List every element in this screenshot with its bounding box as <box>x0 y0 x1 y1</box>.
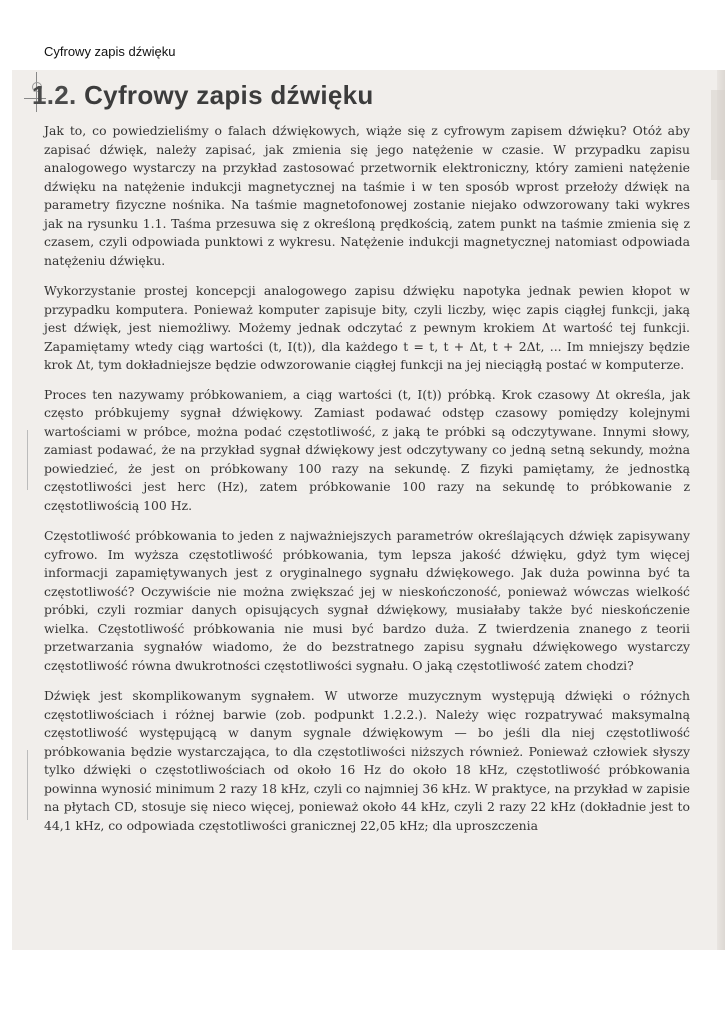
margin-line <box>27 750 28 820</box>
scanned-page <box>12 70 725 950</box>
chapter-heading <box>32 80 374 111</box>
paragraph: Jak to, co powiedzieliśmy o falach dźwiękowych, wiąże się z cyfrowym zapisem dźwięku? Otóż aby zapisać dźwięk, należy zapisać, jak zmienia się jego natężenie w czasie. W przypadku zapisu analogowego wystarczy na przykład zastosować przetwornik elektroniczny, który zamieni natężenie dźwięku na natężenie indukcji magnetycznej na taśmie i w ten sposób wprost przełoży dźwięk na parametry fizyczne nośnika. Na taśmie magnetofonowej zostanie niejako odwzorowany taki wykres jak na rysunku 1.1. Taśma przesuwa się z określoną prędkością, zatem punkt na taśmie zmienia się z czasem, czyli odpowiada punktowi z wykresu. Natężenie indukcji magnetycznej natomiast odpowiada natężeniu dźwięku. <box>44 123 690 268</box>
paragraph: Wykorzystanie prostej koncepcji analogowego zapisu dźwięku napotyka jednak pewien kłopot w przypadku komputera. Ponieważ komputer zapisuje bity, czyli liczby, więc zapis ciągłej funkcji, jaką jest dźwięk, jest niemożliwy. Możemy jednak odczytać z pewnym krokiem Δt wartość tej funkcji. Zapamiętamy wtedy ciąg wartości (t, I(t)), dla każdego t = t, t + Δt, t + 2Δt, ... Im mniejszy będzie krok Δt, tym dokładniejsze będzie odwzorowanie ciągłej funkcji na jej nieciągłą postać w komputerze. <box>44 283 690 372</box>
paragraph: Częstotliwość próbkowania to jeden z najważniejszych parametrów określających dźwięk zapisywany cyfrowo. Im wyższa częstotliwość próbkowania, tym lepsza jakość dźwięku, gdyż tym więcej informacji zapamiętywanych jest z oryginalnego sygnału dźwiękowego. Jak duża powinna być ta częstotliwość? Oczywiście nie można zwiększać jej w nieskończoność, ponieważ wówczas wielkość próbki, czyli rozmiar danych opisujących sygnał dźwiękowy, musiałaby także być nieskończenie wielka. Częstotliwość próbkowania nie musi być bardzo duża. Z twierdzenia znanego z teorii przetwarzania sygnałów wiadomo, że do bezstratnego zapisu sygnału dźwiękowego wystarczy częstotliwość równa dwukrotności częstotliwości sygnału. O jaką częstotliwość zatem chodzi? <box>44 528 690 673</box>
margin-line <box>27 430 28 490</box>
scan-shadow-spot <box>711 90 725 180</box>
chapter-number: 1.2. <box>32 80 77 110</box>
body-text <box>44 122 690 847</box>
paragraph: Proces ten nazywamy próbkowaniem, a ciąg wartości (t, I(t)) próbką. Krok czasowy Δt określa, jak często próbkujemy sygnał dźwiękowy. Zamiast podawać odstęp czasowy pomiędzy kolejnymi wartościami w próbce, można podać częstotliwość, z jaką te próbki są odczytywane. Innymi słowy, zamiast podawać, że na przykład sygnał dźwiękowy jest odczytywany co jedną setną sekundy, można powiedzieć, że jest on próbkowany 100 razy na sekundę. Z fizyki pamiętamy, że jednostką częstotliwości jest herc (Hz), zatem próbkowanie 100 razy na sekundę to próbkowanie z częstotliwością 100 Hz. <box>44 386 690 513</box>
scan-edge-shadow <box>717 70 725 950</box>
chapter-title-text: Cyfrowy zapis dźwięku <box>84 80 374 110</box>
paragraph: Dźwięk jest skomplikowanym sygnałem. W utworze muzycznym występują dźwięki o różnych częstotliwościach i różnej barwie (zob. podpunkt 1.2.2.). Należy więc rozpatrywać maksymalną częstotliwość występującą w danym sygnale dźwiękowym — bo jeśli dla niej częstotliwość próbkowania będzie wystarczająca, to dla częstotliwości niższych również. Ponieważ człowiek słyszy tylko dźwięki o częstotliwościach od około 16 Hz do około 18 kHz, częstotliwość próbkowania powinna wynosić minimum 2 razy 18 kHz, czyli co najmniej 36 kHz. W praktyce, na przykład w zapisie na płytach CD, stosuje się nieco więcej, ponieważ około 44 kHz, czyli 2 razy 22 kHz (dokładnie jest to 44,1 kHz, co odpowiada częstotliwości granicznej 22,05 kHz; dla uproszczenia <box>44 688 690 833</box>
page-header: Cyfrowy zapis dźwięku <box>44 44 176 59</box>
